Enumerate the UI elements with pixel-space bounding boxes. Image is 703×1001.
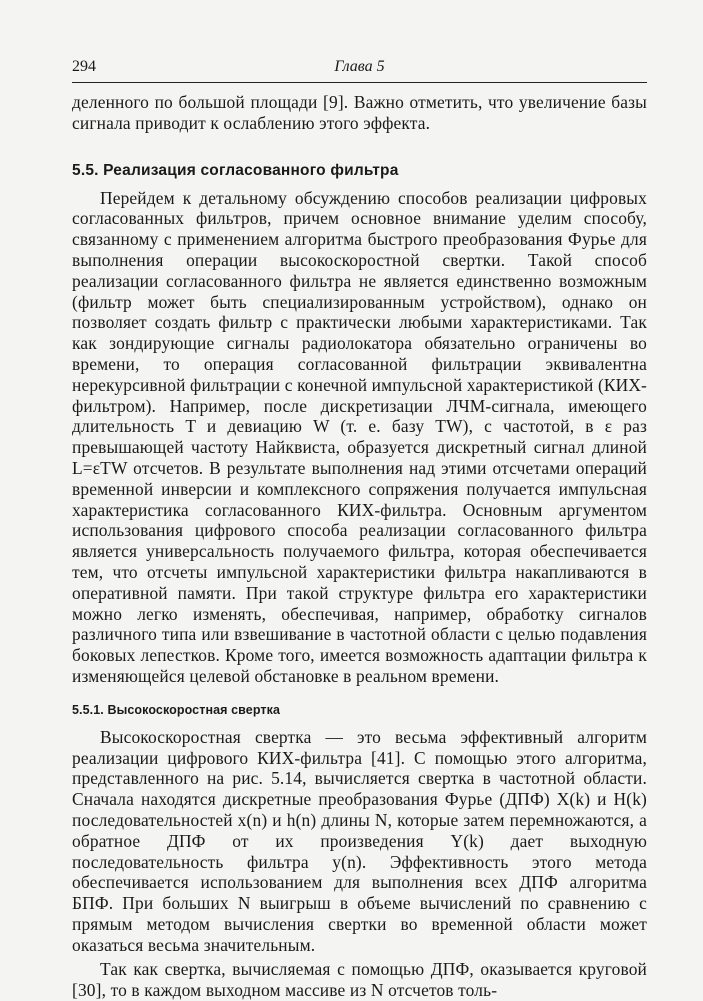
subsection-title: 5.5.1. Высокоскоростная свертка (72, 702, 281, 717)
chapter-title: Глава 5 (334, 58, 385, 75)
section-title: 5.5. Реализация согласованного фильтра (72, 161, 399, 179)
subsection-paragraph-2: Так как свертка, вычисляемая с помощью ДПФ, оказывается круговой [30], то в каждом выходном массиве из N отсчетов толь- (72, 959, 647, 1001)
intro-paragraph: деленного по большой площади [9]. Важно отметить, что увеличение базы сигнала приводит к ослаблению этого эффекта. (72, 92, 647, 133)
section-paragraph: Перейдем к детальному обсуждению способов реализации цифровых согласованных фильтров, причем основное внимание уделим способу, связанному с применением алгоритма быстрого преобразования Фурье для выполнения операции высокоскоростной свертки. Такой способ реализации согласованного фильтра не является единственно возможным (фильтр может быть специализированным устройством), однако он позволяет создать фильтр с практически любыми характеристиками. Так как зондирующие сигналы радиолокатора обязательно ограничены во времени, то операция согласованной фильтрации эквивалентна нерекурсивной фильтрации с конечной импульсной характеристикой (КИХ-фильтром). Например, после дискретизации ЛЧМ-сигнала, имеющего длительность T и девиацию W (т. е. базу TW), с частотой, в ε раз превышающей частоту Найквиста, образуется дискретный сигнал длиной L=εTW отсчетов. В результате выполнения над этими отсчетами операций временной инверсии и комплексного сопряжения получается импульсная характеристика согласованного КИХ-фильтра. Основным аргументом использования цифрового способа реализации согласованного фильтра является универсальность получаемого фильтра, которая обеспечивается тем, что отсчеты импульсной характеристики фильтра накапливаются в оперативной памяти. При такой структуре фильтра его характеристики можно легко изменять, обеспечивая, например, обработку сигналов различного типа или взвешивание в частотной области с целью подавления боковых лепестков. Кроме того, имеется возможность адаптации фильтра к изменяющейся целевой обстановке в реальном времени. (72, 187, 647, 686)
page-number: 294 (72, 58, 96, 75)
subsection-paragraph-1: Высокоскоростная свертка — это весьма эффективный алгоритм реализации цифрового КИХ-фильтра [41]. С помощью этого алгоритма, представленного на рис. 5.14, вычисляется свертка в частотной области. Сначала находятся дискретные преобразования Фурье (ДПФ) X(k) и H(k) последовательностей x(n) и h(n) длины N, которые затем перемножаются, а обратное ДПФ от их произведения Y(k) дает выходную последовательность фильтра y(n). Эффективность этого метода обеспечивается использованием для выполнения всех ДПФ алгоритма БПФ. При больших N выигрыш в объеме вычислений по сравнению с прямым методом вычисления свертки во временной области может оказаться весьма значительным. (72, 726, 647, 955)
page-body (72, 92, 647, 1001)
header-rule (72, 82, 647, 83)
page-header (72, 58, 647, 80)
book-page (72, 58, 647, 1001)
